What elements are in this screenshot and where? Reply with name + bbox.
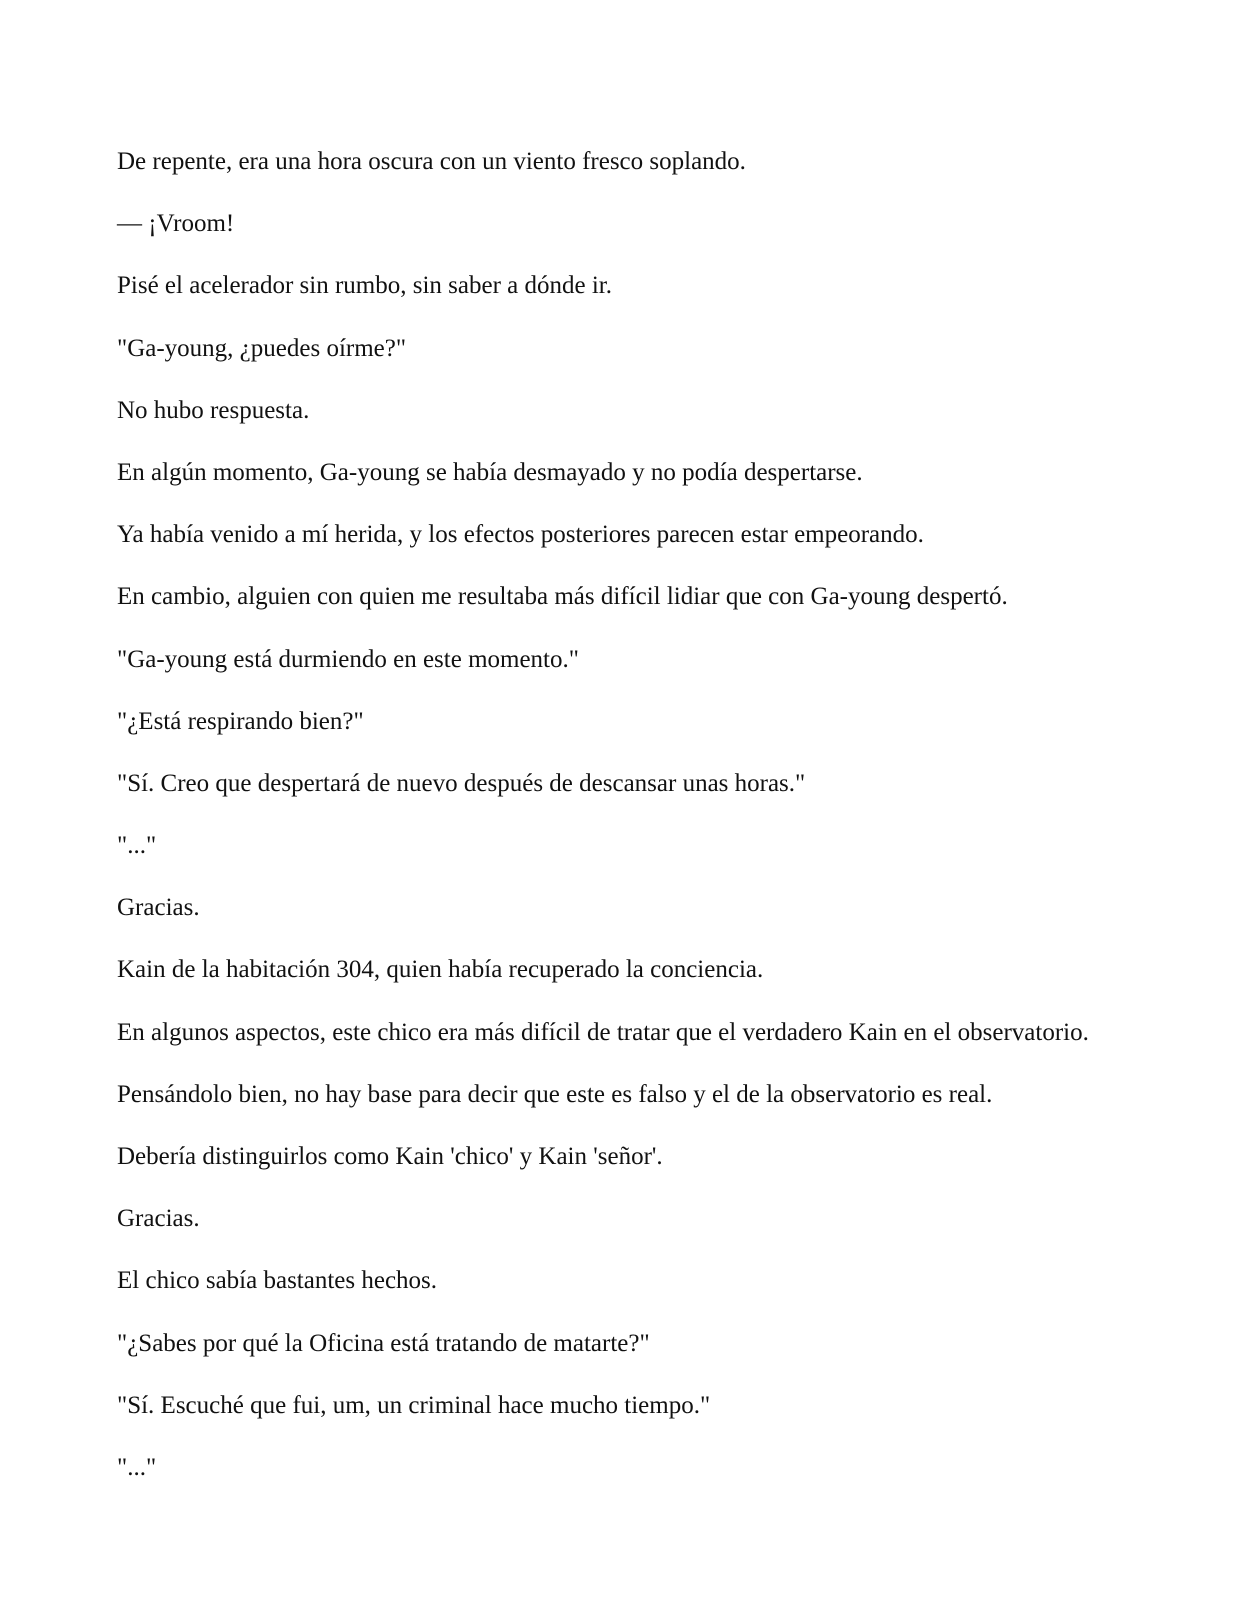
paragraph: "Sí. Creo que despertará de nuevo después de descansar unas horas." <box>117 769 806 797</box>
paragraph: Ya había venido a mí herida, y los efectos posteriores parecen estar empeorando. <box>117 521 924 549</box>
paragraph: Gracias. <box>117 1205 200 1233</box>
paragraph: En algunos aspectos, este chico era más difícil de tratar que el verdadero Kain en el observatorio. <box>117 1018 1089 1046</box>
paragraph: "Sí. Escuché que fui, um, un criminal hace mucho tiempo." <box>117 1391 711 1419</box>
paragraph: En cambio, alguien con quien me resultaba más difícil lidiar que con Ga-young despertó. <box>117 583 1008 611</box>
paragraph: "..." <box>117 832 157 860</box>
paragraph: Kain de la habitación 304, quien había recuperado la conciencia. <box>117 956 764 984</box>
paragraph: No hubo respuesta. <box>117 396 310 424</box>
paragraph: "Ga-young, ¿puedes oírme?" <box>117 334 407 362</box>
paragraph: "Ga-young está durmiendo en este momento." <box>117 645 579 673</box>
paragraph: Debería distinguirlos como Kain 'chico' y Kain 'señor'. <box>117 1143 663 1170</box>
paragraph: Gracias. <box>117 894 200 922</box>
paragraph: — ¡Vroom! <box>117 210 235 238</box>
paragraph: El chico sabía bastantes hechos. <box>117 1267 438 1295</box>
paragraph: "¿Sabes por qué la Oficina está tratando de matarte?" <box>117 1329 650 1357</box>
paragraph: Pisé el acelerador sin rumbo, sin saber a dónde ir. <box>117 272 612 300</box>
paragraph: En algún momento, Ga-young se había desmayado y no podía despertarse. <box>117 458 863 486</box>
document-body <box>117 146 1122 1514</box>
paragraph: "¿Está respirando bien?" <box>117 707 364 735</box>
paragraph: "..." <box>117 1453 157 1481</box>
paragraph: De repente, era una hora oscura con un viento fresco soplando. <box>117 148 746 175</box>
paragraph: Pensándolo bien, no hay base para decir que este es falso y el de la observatorio es real. <box>117 1080 993 1108</box>
